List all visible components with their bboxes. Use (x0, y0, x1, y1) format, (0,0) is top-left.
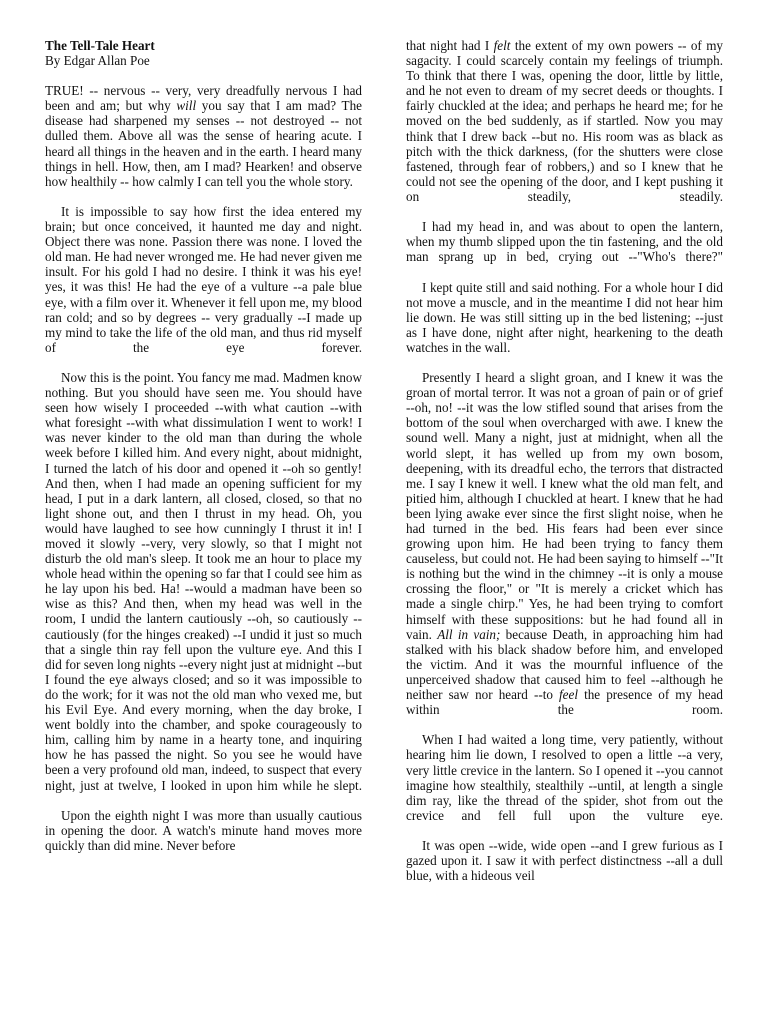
document-title: The Tell-Tale Heart (45, 38, 155, 53)
paragraph (406, 38, 723, 204)
emphasis: All in vain; (437, 626, 501, 642)
text-run: Presently I heard a slight groan, and I knew it was the groan of mortal terror. It was not a groan of pain or of grief --oh, no! --it was the low stifled sound that arises from the bottom of the soul when overcharged with awe. I knew the sound well. Many a night, just at midnight, when all the world slept, it has welled up from my own bosom, deepening, with its dreadful echo, the terrors that distracted me. I say I knew it well. I knew what the old man felt, and pitied him, although I chuckled at heart. I knew that he had been lying awake ever since the first slight noise, when he had turned in the bed. His fears had been ever since growing upon him. He had been trying to fancy them causeless, but could not. He had been saying to himself --"It is nothing but the wind in the chimney --it is only a mouse crossing the floor," or "It is merely a cricket which has made a single chirp." Yes, he had been trying to comfort himself with these suppositions: but he had found all in vain. (406, 370, 723, 642)
text-run: the extent of my own powers -- of my sagacity. I could scarcely contain my feelings of triumph. To think that there I was, opening the door, little by little, and he not even to dream of my secret deeds or thoughts. I fairly chuckled at the idea; and perhaps he heard me; for he moved on the bed suddenly, as if startled. Now you may think that I drew back --but no. His room was as black as pitch with the thick darkness, (for the shutters were close fastened, through fear of robbers,) and so I knew that he could not see the opening of the door, and I kept pushing it on steadily, steadily. (406, 38, 723, 204)
paragraph: Upon the eighth night I was more than usually cautious in opening the door. A watch's minute hand moves more quickly than did mine. Never before (45, 807, 362, 853)
right-column (406, 38, 723, 898)
paragraph: I had my head in, and was about to open the lantern, when my thumb slipped upon the tin fastening, and the old man sprang up in bed, crying out --"Who's there?" (406, 219, 723, 265)
left-column (45, 38, 362, 868)
paragraph: It is impossible to say how first the idea entered my brain; but once conceived, it haunted me day and night. Object there was none. Passion there was none. I loved the old man. He had never wronged me. He had never given me insult. For his gold I had no desire. I think it was his eye! yes, it was this! He had the eye of a vulture --a pale blue eye, with a film over it. Whenever it fell upon me, my blood ran cold; and so by degrees -- very gradually --I made up my mind to take the life of the old man, and thus rid myself of the eye forever. (45, 203, 362, 355)
emphasis: feel (559, 687, 578, 703)
emphasis: will (176, 98, 197, 114)
text-run: that night had I (406, 38, 494, 53)
paragraph: I kept quite still and said nothing. For a whole hour I did not move a muscle, and in the meantime I did not hear him lie down. He was still sitting up in the bed listening; --just as I have done, night after night, hearkening to the death watches in the wall. (406, 279, 723, 355)
text-run: TRUE! -- nervous -- very, very dreadfully nervous I had been and am; but why (45, 83, 362, 114)
paragraph (45, 83, 362, 189)
emphasis: felt (493, 38, 511, 53)
text-run: because Death, in approaching him had stalked with his black shadow before him, and enveloped the victim. And it was the mournful influence of the unperceived shadow that caused him to feel --although he neither saw nor heard --to (406, 626, 723, 703)
paragraph (406, 370, 723, 717)
author-byline: By Edgar Allan Poe (45, 53, 150, 69)
paragraph: It was open --wide, wide open --and I grew furious as I gazed upon it. I saw it with perfect distinctness --all a dull blue, with a hideous veil (406, 837, 723, 884)
paragraph: When I had waited a long time, very patiently, without hearing him lie down, I resolved to open a little --a very, very little crevice in the lantern. So I opened it --you cannot imagine how stealthily, stealthily --until, at length a single dim ray, like the thread of the spider, shot from out the crevice and fell full upon the vulture eye. (406, 732, 723, 823)
text-run: you say that I am mad? The disease had sharpened my senses -- not destroyed -- not dulled them. Above all was the sense of hearing acute. I heard all things in the heaven and in the earth. I heard many things in hell. How, then, am I mad? Hearken! and observe how healthily -- how calmly I can tell you the whole story. (45, 98, 362, 189)
text-run: the presence of my head within the room. (406, 687, 723, 718)
paragraph: Now this is the point. You fancy me mad. Madmen know nothing. But you should have seen me. You should have seen how wisely I proceeded --with what caution --with what foresight --with what dissimulation I went to work! I was never kinder to the old man than during the whole week before I killed him. And every night, about midnight, I turned the latch of his door and opened it --oh so gently! And then, when I had made an opening sufficient for my head, I put in a dark lantern, all closed, closed, so that no light shone out, and then I thrust in my head. Oh, you would have laughed to see how cunningly I thrust it in! I moved it slowly --very, very slowly, so that I might not disturb the old man's sleep. It took me an hour to place my whole head within the opening so far that I could see him as he lay upon his bed. Ha! --would a madman have been so wise as this? And then, when my head was well in the room, I undid the lantern cautiously --oh, so cautiously --cautiously (for the hinges creaked) --I undid it just so much that a single thin ray fell upon the vulture eye. And this I did for seven long nights --every night just at midnight --but I found the eye always closed; and so it was impossible to do the work; for it was not the old man who vexed me, but his Evil Eye. And every morning, when the day broke, I went boldly into the chamber, and spoke courageously to him, calling him by name in a hearty tone, and inquiring how he has passed the night. So you see he would have been a very profound old man, indeed, to suspect that every night, just at twelve, I looked in upon him while he slept. (45, 369, 362, 793)
